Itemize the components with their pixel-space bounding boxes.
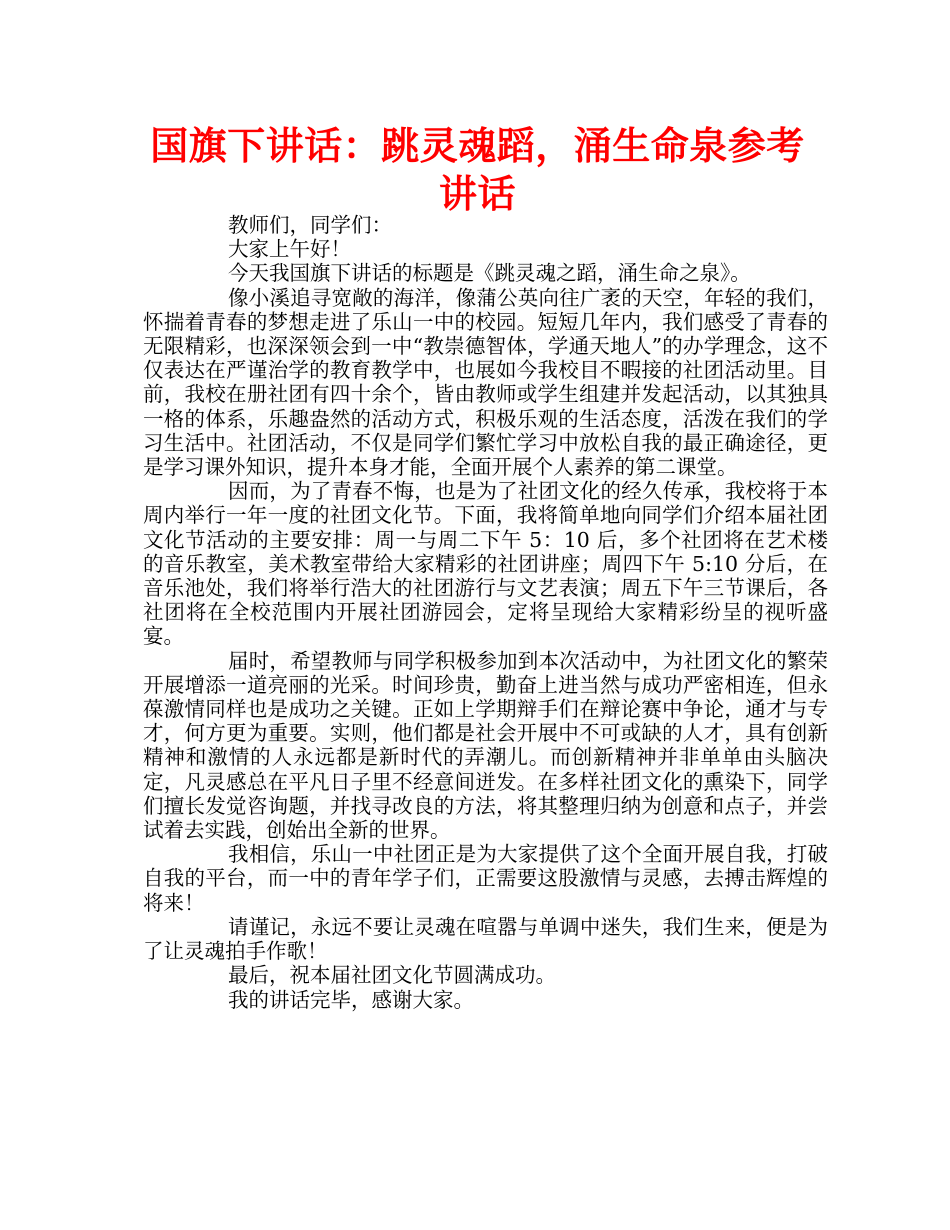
closing-wish: 最后，祝本届社团文化节圆满成功。 — [228, 963, 556, 988]
paragraph: 我相信，乐山一中社团正是为大家提供了这个全面开展自我，打破自我的平台，而一中的青年学子们，正需要这股激情与灵感，去搏击辉煌的将来！ — [143, 842, 828, 915]
document-title: 国旗下讲话：跳灵魂蹈，涌生命泉参考讲话 — [150, 124, 805, 216]
paragraph: 请谨记，永远不要让灵魂在喧嚣与单调中迷失，我们生来，便是为了让灵魂拍手作歌！ — [143, 914, 828, 964]
greeting: 大家上午好！ — [228, 237, 351, 262]
salutation: 教师们，同学们： — [228, 213, 392, 237]
closing-thanks: 我的讲话完毕，感谢大家。 — [228, 987, 474, 1012]
speech-topic: 今天我国旗下讲话的标题是《跳灵魂之蹈，涌生命之泉》。 — [228, 261, 751, 286]
document-body — [143, 213, 828, 1012]
paragraph: 届时，希望教师与同学积极参加到本次活动中，为社团文化的繁荣开展增添一道亮丽的光采。时间珍贵，勤奋上进当然与成功严密相连，但永葆激情同样也是成功之关键。正如上学期辩手们在辩论赛中争论，通才与专才，何方更为重要。实则，他们都是社会开展中不可或缺的人才，具有创新精神和激情的人永远都是新时代的弄潮儿。而创新精神并非单单由头脑决定，凡灵感总在平凡日子里不经意间迸发。在多样社团文化的熏染下，同学们擅长发觉咨询题，并找寻改良的方法，将其整理归纳为创意和点子，并尝试着去实践，创始出全新的世界。 — [143, 648, 828, 843]
paragraph: 像小溪追寻宽敞的海洋，像蒲公英向往广袤的天空，年轻的我们，怀揣着青春的梦想走进了乐山一中的校园。短短几年内，我们感受了青春的无限精彩，也深深领会到一中“教崇德智体，学通天地人”的办学理念，这不仅表达在严谨治学的教育教学中，也展如今我校目不暇接的社团活动里。目前，我校在册社团有四十余个，皆由教师或学生组建并发起活动，以其独具一格的体系，乐趣盎然的活动方式，积极乐观的生活态度，活泼在我们的学习生活中。社团活动，不仅是同学们繁忙学习中放松自我的最正确途径，更是学习课外知识，提升本身才能，全面开展个人素养的第二课堂。 — [143, 285, 828, 480]
paragraph: 因而，为了青春不悔，也是为了社团文化的经久传承，我校将于本周内举行一年一度的社团文化节。下面，我将简单地向同学们介绍本届社团文化节活动的主要安排：周一与周二下午 5：10 后，多个社团将在艺术楼的音乐教室，美术教室带给大家精彩的社团讲座；周四下午 5:10 分后，在音乐池处，我们将举行浩大的社团游行与文艺表演；周五下午三节课后，各社团将在全校范围内开展社团游园会，定将呈现给大家精彩纷呈的视听盛宴。 — [143, 479, 828, 649]
